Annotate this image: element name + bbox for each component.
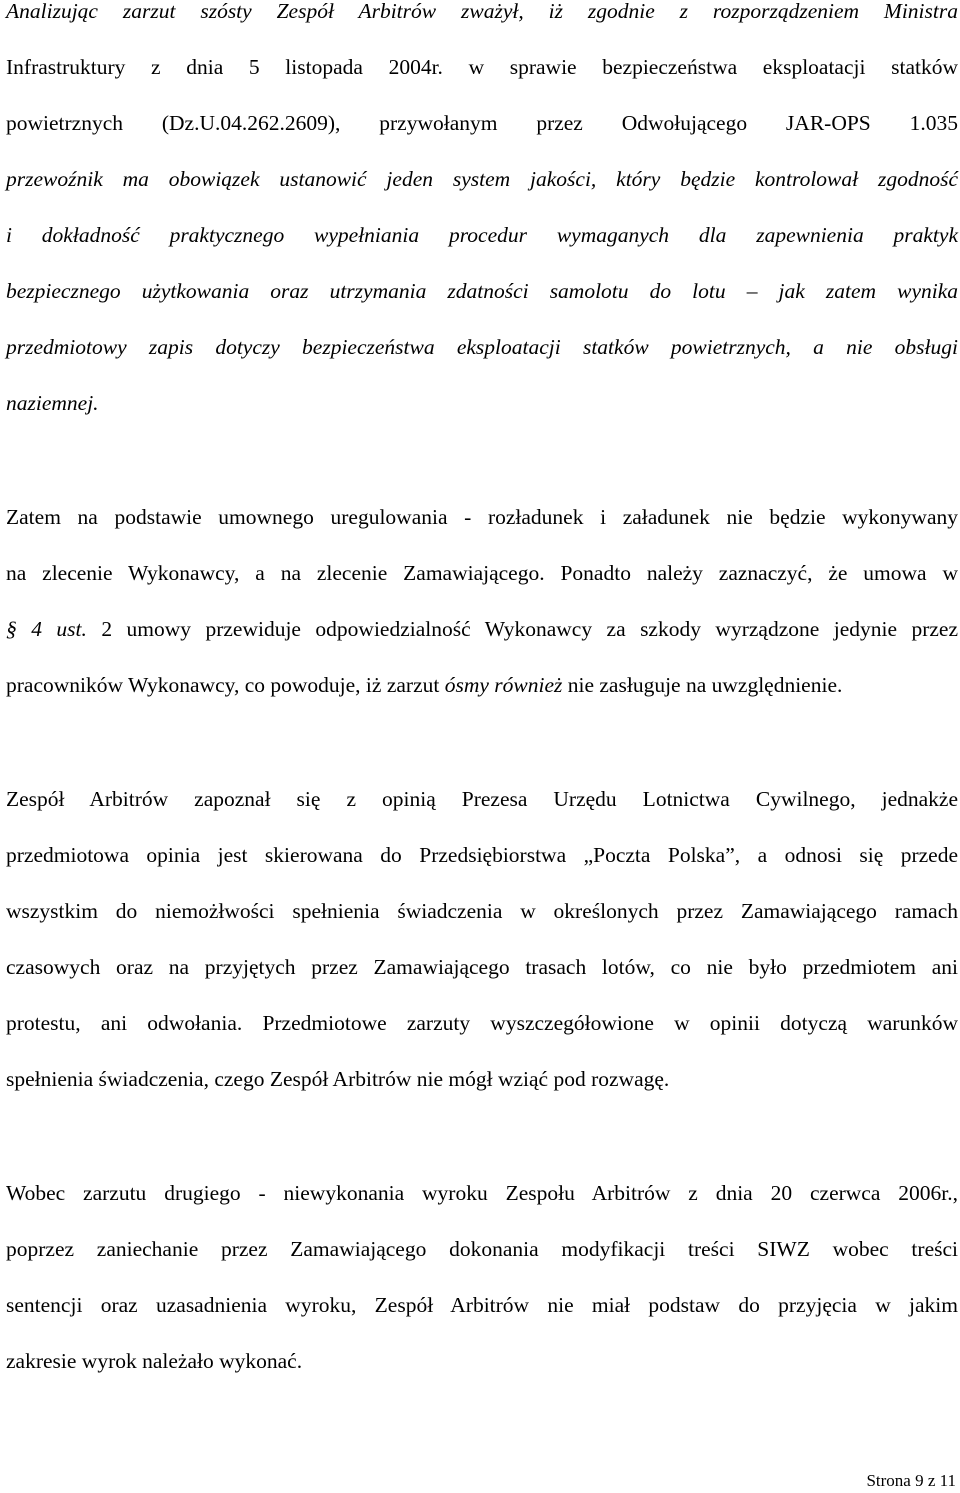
text-line: [6, 332, 958, 362]
text-line: [6, 614, 958, 644]
text-line: [6, 0, 958, 26]
text-segment: poprzez zaniechanie przez Zamawiającego dokonania modyfikacji treści SIWZ wobec treści: [6, 1237, 958, 1261]
text-segment: powietrznych (Dz.U.04.262.2609), przywołanym przez Odwołującego JAR-OPS 1.035: [6, 111, 958, 135]
text-line: [6, 276, 958, 306]
text-line: [6, 1346, 958, 1376]
text-segment: § 4 ust.: [6, 617, 87, 641]
text-segment: Infrastruktury z dnia 5 listopada 2004r. w sprawie bezpieczeństwa eksploatacji statków: [6, 55, 958, 79]
page-number: Strona 9 z 11: [866, 1471, 956, 1490]
text-line: [6, 952, 958, 982]
text-segment: Analizując zarzut szósty Zespół Arbitrów zważył, iż zgodnie z rozporządzeniem Ministra: [6, 0, 958, 23]
text-line: [6, 670, 958, 700]
text-line: [6, 1064, 958, 1094]
text-line: [6, 1234, 958, 1264]
text-line: [6, 108, 958, 138]
text-segment: i dokładność praktycznego wypełniania procedur wymaganych dla zapewnienia praktyk: [6, 223, 958, 247]
text-segment: Wobec zarzutu drugiego - niewykonania wyroku Zespołu Arbitrów z dnia 20 czerwca 2006r.,: [6, 1181, 958, 1205]
text-segment: bezpiecznego użytkowania oraz utrzymania zdatności samolotu do lotu – jak zatem wynika: [6, 279, 958, 303]
text-line: [6, 502, 958, 532]
text-line: [6, 388, 958, 418]
text-line: [6, 1178, 958, 1208]
text-segment: przewoźnik ma obowiązek ustanowić jeden system jakości, który będzie kontrolował zgodność: [6, 167, 958, 191]
text-segment: naziemnej.: [6, 391, 99, 415]
text-segment: zakresie wyrok należało wykonać.: [6, 1349, 303, 1373]
text-line: [6, 840, 958, 870]
text-segment: pracowników Wykonawcy, co powoduje, iż zarzut: [6, 673, 445, 697]
text-segment: czasowych oraz na przyjętych przez Zamawiającego trasach lotów, co nie było przedmiotem ani: [6, 955, 958, 979]
text-segment: przedmiotowy zapis dotyczy bezpieczeństwa eksploatacji statków powietrznych, a nie obsługi: [6, 335, 958, 359]
text-segment: na zlecenie Wykonawcy, a na zlecenie Zamawiającego. Ponadto należy zaznaczyć, że umowa w: [6, 561, 958, 585]
text-segment: Zespół Arbitrów zapoznał się z opinią Prezesa Urzędu Lotnictwa Cywilnego, jednakże: [6, 787, 958, 811]
text-line: [6, 1008, 958, 1038]
text-segment: ósmy również: [444, 673, 563, 697]
text-segment: wszystkim do niemożłwości spełnienia świadczenia w określonych przez Zamawiającego ramach: [6, 899, 958, 923]
text-segment: nie zasługuje na uwzględnienie.: [562, 673, 843, 697]
text-segment: Zatem na podstawie umownego uregulowania - rozładunek i załadunek nie będzie wykonywany: [6, 505, 958, 529]
text-line: [6, 896, 958, 926]
text-line: [6, 784, 958, 814]
text-segment: protestu, ani odwołania. Przedmiotowe zarzuty wyszczegółowione w opinii dotyczą warunków: [6, 1011, 958, 1035]
text-line: [6, 558, 958, 588]
text-line: [6, 52, 958, 82]
text-segment: spełnienia świadczenia, czego Zespół Arbitrów nie mógł wziąć pod rozwagę.: [6, 1067, 670, 1091]
text-line: [6, 1290, 958, 1320]
text-segment: 2 umowy przewiduje odpowiedzialność Wykonawcy za szkody wyrządzone jedynie przez: [86, 617, 958, 641]
text-segment: sentencji oraz uzasadnienia wyroku, Zespół Arbitrów nie miał podstaw do przyjęcia w jakim: [6, 1293, 958, 1317]
text-segment: przedmiotowa opinia jest skierowana do Przedsiębiorstwa „Poczta Polska”, a odnosi się przede: [6, 843, 958, 867]
text-line: [6, 220, 958, 250]
text-line: [6, 164, 958, 194]
